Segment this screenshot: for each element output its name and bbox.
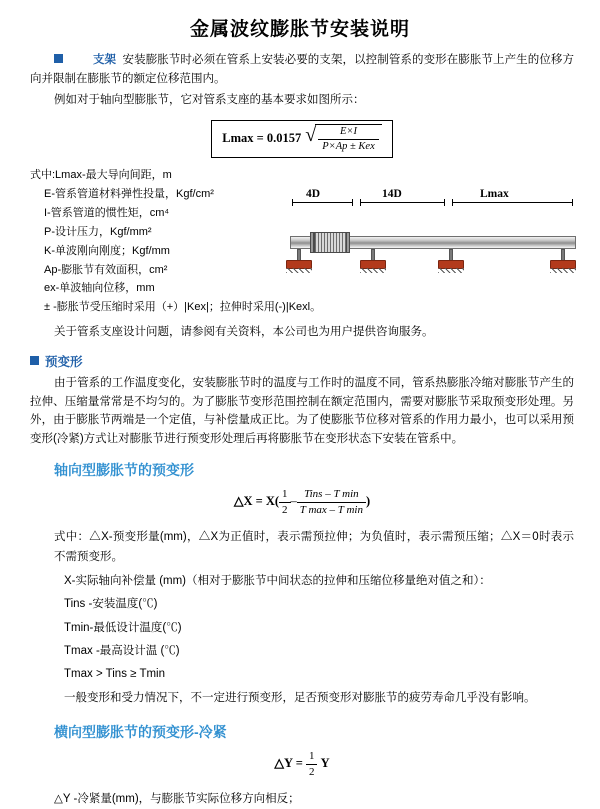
document-body bbox=[0, 51, 600, 809]
support-ground-hatch bbox=[286, 268, 312, 273]
pipe-support-guide-2 bbox=[438, 249, 464, 271]
lmax-numerator: √ E×I bbox=[318, 126, 379, 140]
predeform-section-heading-row bbox=[30, 352, 574, 370]
lateral-formula-lhs: △Y = bbox=[274, 756, 303, 771]
lateral-half-numerator: 1 bbox=[306, 750, 318, 765]
sqrt-bar bbox=[315, 124, 382, 153]
dimension-tick bbox=[572, 199, 573, 206]
lmax-fraction bbox=[318, 126, 379, 153]
axial-note-5: Tmax -最高设计温 (℃) bbox=[64, 645, 180, 657]
definition-item: Ap-膨胀节有效面积，cm² bbox=[44, 263, 168, 276]
axial-predeform-formula bbox=[30, 488, 574, 516]
pipe-support-drawing bbox=[284, 188, 584, 308]
definition-item: ex-单波轴向位移，mm bbox=[44, 282, 155, 295]
lmax-formula-row bbox=[30, 120, 574, 158]
dimension-label-4d: 4D bbox=[306, 188, 321, 200]
axial-formula-rhs: ) bbox=[365, 494, 371, 509]
dimension-line-4d bbox=[292, 202, 352, 203]
support-section-paragraph-3: 关于管系支座设计问题，请参阅有关资料，本公司也为用户提供咨询服务。 bbox=[54, 326, 434, 339]
axial-note-4: Tmin-最低设计温度(℃) bbox=[64, 621, 182, 634]
support-section-intro bbox=[30, 51, 574, 88]
definition-item: K-单波刚向刚度；Kgf/mm bbox=[44, 244, 170, 257]
lmax-denominator: P×Ap ± Kex bbox=[322, 140, 375, 152]
lateral-predeform-formula bbox=[30, 750, 574, 778]
dimension-line-14d bbox=[360, 202, 444, 203]
blue-square-bullet-icon bbox=[30, 356, 39, 365]
axial-predeform-heading: 轴向型膨胀节的预变形 bbox=[54, 462, 194, 479]
lateral-formula-half-fraction bbox=[306, 750, 318, 778]
axial-half-denominator: 2 bbox=[282, 504, 288, 517]
axial-formula-minus-sign: – bbox=[290, 494, 297, 509]
dimension-tick bbox=[452, 199, 453, 206]
axial-formula-half-fraction bbox=[279, 488, 291, 516]
definition-item: E-管系管道材料弹性投量，Kgf/cm² bbox=[44, 187, 214, 200]
axial-formula-temp-fraction bbox=[297, 488, 366, 516]
support-section-paragraph-1: 安装膨胀节时必须在管系上安装必要的支架，以控制管系的变形在膨胀节上产生的位移方向并限制在膨胀节的额定位移范围内。 bbox=[30, 54, 574, 85]
support-ground-hatch bbox=[438, 268, 464, 273]
dimension-label-14d: 14D bbox=[382, 188, 402, 200]
support-ground-hatch bbox=[550, 268, 576, 273]
expansion-joint-diagram bbox=[280, 166, 584, 317]
dimension-tick bbox=[360, 199, 361, 206]
sqrt-icon bbox=[305, 124, 382, 153]
dimension-tick bbox=[352, 199, 353, 206]
pipe-support-anchor bbox=[286, 249, 312, 271]
bellows-end-cap-right bbox=[346, 232, 350, 253]
blue-square-bullet-icon bbox=[54, 54, 63, 63]
definition-item: 式中:Lmax-最大导向间距，m bbox=[30, 169, 172, 181]
definition-item: ± -膨胀节受压缩时采用（+）|Kex|；拉伸时采用(-)|Kexl。 bbox=[44, 301, 322, 314]
definition-item: I-管系管道的惯性矩，cm⁴ bbox=[44, 206, 170, 219]
dimension-line-lmax bbox=[452, 202, 572, 203]
axial-formula-lhs: △X = X( bbox=[233, 494, 280, 509]
lateral-predeform-heading: 横向型膨胀节的预变形-冷紧 bbox=[54, 724, 227, 741]
definitions-and-drawing bbox=[30, 166, 574, 317]
pipe-support-guide-3 bbox=[550, 249, 576, 271]
axial-note-3: Tins -安装温度(℃) bbox=[64, 598, 158, 611]
axial-note-1: 式中：△X-预变形量(mm)，△X为正值时，表示需预拉伸；为负值时，表示需预压缩；△X＝0时表示不需预变形。 bbox=[54, 530, 574, 564]
axial-temp-denominator: T max – T min bbox=[299, 504, 363, 517]
support-section-paragraph-2: 例如对于轴向型膨胀节，它对管系支座的基本要求如图所示： bbox=[54, 94, 365, 107]
dimension-label-lmax: Lmax bbox=[480, 188, 509, 200]
support-ground-hatch bbox=[360, 268, 386, 273]
lmax-formula-lhs: Lmax = 0.0157 bbox=[222, 130, 302, 145]
axial-note-6: Tmax > Tins ≥ Tmin bbox=[64, 668, 165, 681]
axial-temp-numerator: Tins – T min bbox=[297, 488, 366, 503]
definition-item: P-设计压力，Kgf/mm² bbox=[44, 225, 152, 238]
bellows-expansion-joint bbox=[314, 232, 348, 253]
predeform-section-paragraph-1: 由于管系的工作温度变化，安装膨胀节时的温度与工作时的温度不同，管系热膨胀冷缩对膨胀节产生的拉伸、压缩量常常是不均匀的。为了膨胀节变形范围控制在额定范围内，需要对膨胀节采取预变形处理。另外，由于膨胀节两端是一个定值，与补偿量成正比。为了使膨胀节位移对管系的作用力最小，也可以采用预变形(冷紧)方式让对膨胀节进行预变形处理后再将膨胀节在变形状态下安装在管系中。 bbox=[30, 376, 574, 445]
lateral-note-1: △Y -冷紧量(mm)，与膨胀节实际位移方向相反； bbox=[54, 792, 300, 805]
dimension-tick bbox=[292, 199, 293, 206]
predeform-section-heading: 预变形 bbox=[45, 354, 83, 369]
axial-note-2: X-实际轴向补偿量 (mm)（相对于膨胀节中间状态的拉伸和压缩位移量绝对值之和）： bbox=[64, 574, 491, 587]
lmax-formula-box bbox=[211, 120, 393, 158]
pipe-support-guide-1 bbox=[360, 249, 386, 271]
document-page bbox=[0, 14, 600, 805]
lateral-half-denominator: 2 bbox=[308, 766, 315, 779]
axial-half-numerator: 1 bbox=[279, 488, 291, 503]
dimension-tick bbox=[444, 199, 445, 206]
lateral-formula-rhs: Y bbox=[320, 756, 330, 771]
support-section-heading: 支架 bbox=[93, 54, 116, 66]
axial-note-7: 一般变形和受力情况下，不一定进行预变形，足否预变形对膨胀节的疲劳寿命几乎没有影响。 bbox=[64, 691, 536, 704]
page-title: 金属波纹膨胀节安装说明 bbox=[189, 19, 410, 40]
